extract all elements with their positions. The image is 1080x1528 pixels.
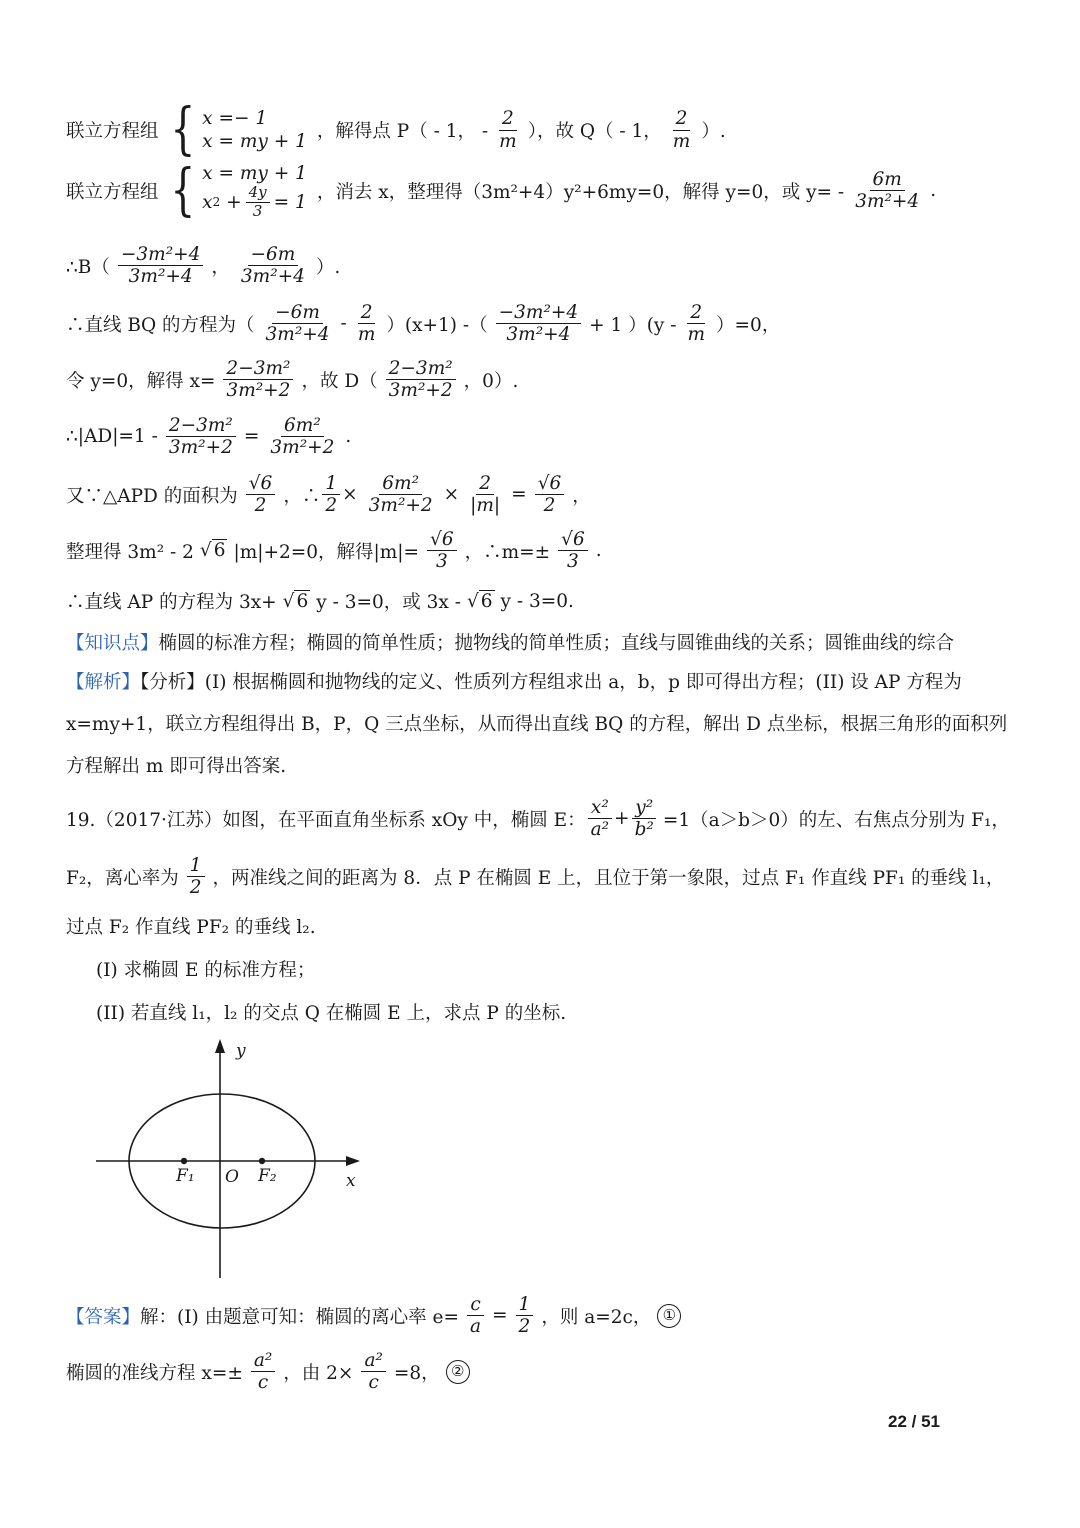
line-solve-m: 整理得 3m² - 2 √ 6 |m|+2=0，解得|m|= $\frac{√6}{3}$ ，∴m=± $\frac{√6}{3}$ .	[66, 529, 602, 573]
knowledge-points: 【知识点】 椭圆的标准方程；椭圆的简单性质；抛物线的简单性质；直线与圆锥曲线的关系；圆锥曲线的综合	[66, 629, 1020, 655]
y-axis-label: y	[236, 1041, 246, 1061]
line-ad-length: ∴|AD|=1 - $\frac{\text{2−3m²}}{\text{3m²+2}}$ = $\frac{\text{6m²}}{\text{3m²+2}}$ .	[66, 415, 352, 459]
fraction: $\frac{√6}{3}$	[427, 530, 457, 572]
line-area: 又∵△APD 的面积为 $\frac{√6}{2}$ ，∴ $\frac{1}{2}$ × $\frac{\text{6m²}}{\text{3m²+2}}$ × $\frac{2}{|m|}$ = $\frac{√6}{2}$ ，	[66, 473, 591, 517]
fraction: $\frac{√6}{2}$	[535, 474, 565, 516]
problem-19-line2: F₂，离心率为 $\frac{1}{2}$ ，两准线之间的距离为 8．点 P 在椭圆 E 上，且位于第一象限，过点 F₁ 作直线 PF₁ 的垂线 l₁，	[66, 855, 1005, 899]
line-ap-equation: ∴直线 AP 的方程为 3x+ √ 6 y - 3=0，或 3x - √ 6 y - 3=0.	[66, 590, 574, 613]
fraction: $\frac{\text{2−3m²}}{\text{3m²+2}}$	[386, 359, 456, 401]
fraction: $\frac{\text{6m²}}{\text{3m²+2}}$	[368, 473, 433, 517]
fraction: $\frac{c}{a}$	[467, 1295, 484, 1337]
f2-label: F₂	[258, 1166, 277, 1186]
sqrt: √ 6	[282, 590, 309, 612]
problem-19-line3: 过点 F₂ 作直线 PF₂ 的垂线 l₂.	[66, 917, 316, 938]
circled-number-1: ①	[657, 1304, 681, 1328]
sqrt: √ 6	[466, 590, 493, 612]
fraction: $\frac{6m}{\text{3m²+4}}$	[855, 168, 920, 213]
line-bq-equation: ∴直线 BQ 的方程为（ $\frac{-6m}{\text{3m²+4}}$ - $\frac{2}{m}$ ）(x+1) -（ $\frac{\text{−3m²+4}}{\text{3m²+4}}$ + 1 ）(y - $\frac{2}{m}$ ）=0，	[66, 302, 781, 346]
equation-system: { x =− 1 x = my + 1	[169, 97, 307, 162]
fraction: $\frac{\text{a²}}{c}$	[251, 1351, 275, 1393]
fraction: $\frac{1}{2}$	[187, 856, 205, 898]
answer-line-2: 椭圆的准线方程 x=± $\frac{\text{a²}}{c}$ ，由 2× $\frac{\text{a²}}{c}$ =8， ②	[66, 1351, 1020, 1393]
fraction: $\frac{-6m}{\text{3m²+4}}$	[265, 302, 330, 346]
fraction: $\frac{\text{y²}}{\text{b²}}$	[632, 798, 657, 840]
fraction: $\frac{\text{−3m²+4}}{\text{3m²+4}}$	[118, 245, 204, 287]
problem-19-statement: 19.（2017·江苏）如图，在平面直角坐标系 xOy 中，椭圆 E： $\frac{\text{x²}}{\text{a²}}$ + $\frac{\text{y²}}{\text{b²}}$ =1（a＞b＞0）的左、右焦点分别为 F₁，	[66, 797, 1010, 841]
line-system-2: 联立方程组 { x = my + 1 x 2 + $\frac{4y}{3}$ = 1 ，消去 x，整理得（3m²+4）y²+6my=0，解得 y=0，或 y= - $\frac{6m}{\text{3m²+4}}$ .	[66, 157, 937, 223]
f1-label: F₁	[176, 1166, 195, 1186]
answer-line-1: 【答案】 解：(I) 由题意可知：椭圆的离心率 e= $\frac{c}{a}$ = $\frac{1}{2}$ ，则 a=2c， ①	[66, 1295, 1020, 1337]
page-number: 22 / 51	[888, 1412, 940, 1431]
analysis-paragraph: 【解析】【分析】(I) 根据椭圆和抛物线的定义、性质列方程组求出 a，b，p 即可得出方程；(II) 设 AP 方程为 x=my+1，联立方程组得出 B，P，Q 三点坐标，从而得出直线 BQ 的方程，解出 D 点坐标，根据三角形的面积列方程解出 m 即可得出答案.	[66, 672, 1008, 777]
sqrt: √ 6	[199, 540, 226, 562]
question-part-2: (II) 若直线 l₁，l₂ 的交点 Q 在椭圆 E 上，求点 P 的坐标.	[96, 1003, 567, 1024]
line-point-b: ∴B（ $\frac{\text{−3m²+4}}{\text{3m²+4}}$ ， $\frac{-6m}{\text{3m²+4}}$ ）.	[66, 244, 341, 288]
analysis-tag: 【解析】	[66, 672, 141, 693]
fraction: $\frac{-6m}{\text{3m²+4}}$	[240, 244, 305, 288]
x-axis-arrow	[346, 1156, 360, 1166]
fraction: $\frac{\text{2−3m²}}{\text{3m²+2}}$	[223, 359, 293, 401]
line-point-d: 令 y=0，解得 x= $\frac{\text{2−3m²}}{\text{3m²+2}}$ ，故 D（ $\frac{\text{2−3m²}}{\text{3m²+2}}$ ，0）.	[66, 358, 519, 402]
ellipse-figure	[90, 1036, 380, 1291]
ellipse-diagram	[90, 1036, 380, 1286]
fraction: $\frac{√6}{3}$	[558, 530, 588, 572]
answer-tag: 【答案】	[66, 1306, 141, 1328]
fraction: $\frac{√6}{2}$	[246, 474, 276, 516]
x-axis-label: x	[346, 1171, 356, 1191]
origin-label: O	[225, 1167, 239, 1187]
line-system-1: 联立方程组 { x =− 1 x = my + 1 ，解得点 P（ - 1， - $\frac{2}{m}$ ），故 Q（ - 1， $\frac{2}{m}$ ）.	[66, 97, 726, 162]
equation-system: { x = my + 1 x 2 + $\frac{4y}{3}$ = 1	[169, 157, 307, 223]
circled-number-2: ②	[446, 1360, 470, 1384]
fraction: $\frac{2}{|m|}$	[470, 473, 501, 517]
focus-f2-point	[259, 1158, 265, 1164]
y-axis-arrow	[215, 1039, 225, 1053]
fraction: $\frac{\text{2−3m²}}{\text{3m²+2}}$	[166, 416, 236, 458]
fraction: $\frac{1}{2}$	[322, 474, 340, 516]
fraction: $\frac{2}{m}$	[687, 302, 706, 346]
fraction: $\frac{2}{m}$	[357, 302, 376, 346]
fraction: $\frac{\text{a²}}{c}$	[361, 1351, 385, 1393]
fraction: $\frac{2}{m}$	[499, 108, 517, 152]
knowledge-tag: 【知识点】	[66, 633, 159, 654]
fraction: $\frac{\text{x²}}{\text{a²}}$	[588, 798, 612, 840]
fraction: $\frac{2}{m}$	[672, 108, 691, 152]
fraction: $\frac{\text{6m²}}{\text{3m²+2}}$	[270, 415, 335, 459]
question-part-1: (I) 求椭圆 E 的标准方程；	[96, 960, 316, 981]
focus-f1-point	[181, 1158, 187, 1164]
fraction: $\frac{1}{2}$	[516, 1295, 534, 1337]
fraction: $\frac{\text{−3m²+4}}{\text{3m²+4}}$	[496, 303, 582, 345]
